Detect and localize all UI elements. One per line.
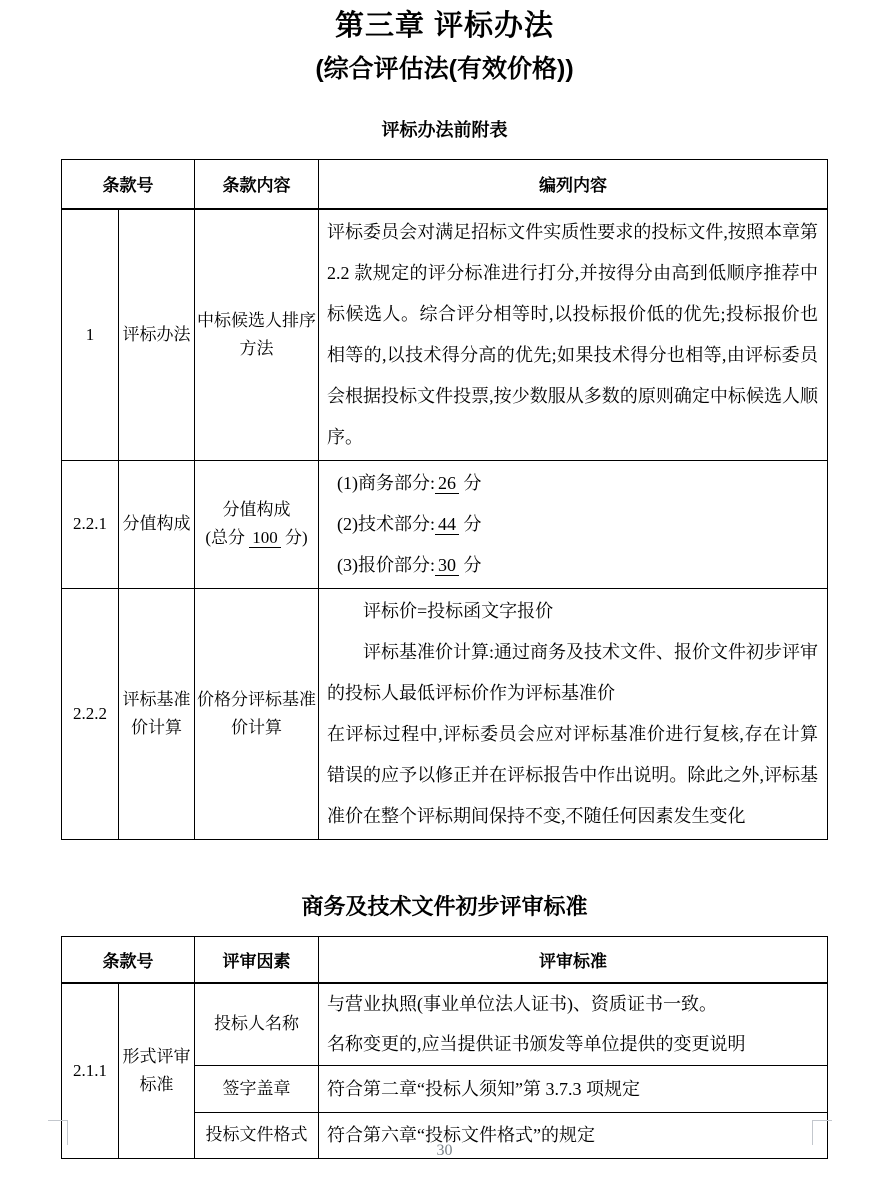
table1-caption: 评标办法前附表 [381, 120, 508, 140]
table-row [62, 460, 828, 588]
header-review-standard: 评审标准 [319, 936, 828, 983]
evaluation-method-table [61, 159, 828, 840]
score-total-line1: 分值构成 [222, 500, 291, 519]
listed-content-cell [319, 460, 828, 588]
header-review-factor: 评审因素 [195, 936, 319, 983]
score-item [337, 463, 821, 504]
clause-name-cell: 评标办法 [119, 209, 195, 461]
clause-no-cell: 2.1.1 [62, 983, 119, 1158]
score-item [337, 545, 821, 586]
paragraph: 在评标过程中,评标委员会应对评标基准价进行复核,存在计算错误的应予以修正并在评标报告中作出说明。除此之外,评标基准价在整个评标期间保持不变,不随任何因素发生变化 [327, 723, 818, 826]
clause-content-cell: 价格分评标基准价计算 [195, 588, 319, 839]
clause-content-cell: 中标候选人排序方法 [195, 209, 319, 461]
page-number: 30 [436, 1142, 453, 1159]
standard-line: 名称变更的,应当提供证书颁发等单位提供的变更说明 [327, 1034, 746, 1055]
review-factor-cell: 签字盖章 [195, 1065, 319, 1112]
score-item-unit: 分 [459, 513, 482, 534]
table-header-row [62, 936, 828, 983]
score-total-pre: (总分 [205, 528, 250, 547]
listed-content-cell [319, 588, 828, 839]
review-standard-cell [319, 1065, 828, 1112]
paragraph: 评标价=投标函文字报价 [363, 600, 554, 621]
standard-line: 符合第六章“投标文件格式”的规定 [327, 1125, 595, 1145]
paragraph: 评标委员会对满足招标文件实质性要求的投标文件,按照本章第 2.2 款规定的评分标准进行打分,并按得分由高到低顺序推荐中标候选人。综合评分相等时,以投标报价低的优先;投标报价也相等的,以技术得分高的优先;如果技术得分也相等,由评标委员会根据投标文件投票,按少数服从多数的原则确定中标候选人顺序。 [327, 221, 818, 447]
header-clause-no: 条款号 [62, 936, 195, 983]
review-factor-cell: 投标文件格式 [195, 1112, 319, 1158]
standard-line: 与营业执照(事业单位法人证书)、资质证书一致。 [327, 994, 717, 1015]
table-row [62, 209, 828, 461]
score-item-unit: 分 [459, 554, 482, 575]
clause-no-cell: 1 [62, 209, 119, 461]
listed-content-cell [319, 209, 828, 461]
paragraph: 评标基准价计算:通过商务及技术文件、报价文件初步评审的投标人最低评标价作为评标基准价 [327, 641, 818, 703]
page-subtitle: (综合评估法(有效价格)) [315, 55, 574, 83]
score-item-unit: 分 [459, 472, 482, 493]
score-item-value: 26 [435, 473, 459, 494]
score-item-label: (3)报价部分: [337, 554, 435, 575]
clause-name-cell: 评标基准价计算 [119, 588, 195, 839]
review-factor-cell: 投标人名称 [195, 983, 319, 1065]
header-clause-no: 条款号 [62, 160, 195, 209]
score-total-post: 分) [280, 528, 308, 547]
total-score-value: 100 [249, 528, 281, 548]
clause-content-cell [195, 460, 319, 588]
clause-no-cell: 2.2.2 [62, 588, 119, 839]
clause-name-cell: 形式评审标准 [119, 983, 195, 1158]
clause-no-cell: 2.2.1 [62, 460, 119, 588]
table-row [62, 588, 828, 839]
table-header-row [62, 160, 828, 209]
score-item-value: 30 [435, 555, 459, 576]
table2-caption: 商务及技术文件初步评审标准 [301, 893, 588, 919]
score-item-label: (2)技术部分: [337, 513, 435, 534]
standard-line: 符合第二章“投标人须知”第 3.7.3 项规定 [327, 1078, 640, 1099]
table-row [62, 983, 828, 1065]
preliminary-review-table [61, 936, 828, 1159]
score-item-value: 44 [435, 514, 459, 535]
header-clause-content: 条款内容 [195, 160, 319, 209]
review-standard-cell [319, 983, 828, 1065]
clause-name-cell: 分值构成 [119, 460, 195, 588]
score-item [337, 504, 821, 545]
score-total-line2 [197, 524, 316, 552]
header-listed-content: 编列内容 [319, 160, 828, 209]
score-item-label: (1)商务部分: [337, 472, 435, 493]
page-title: 第三章 评标办法 [334, 10, 555, 42]
